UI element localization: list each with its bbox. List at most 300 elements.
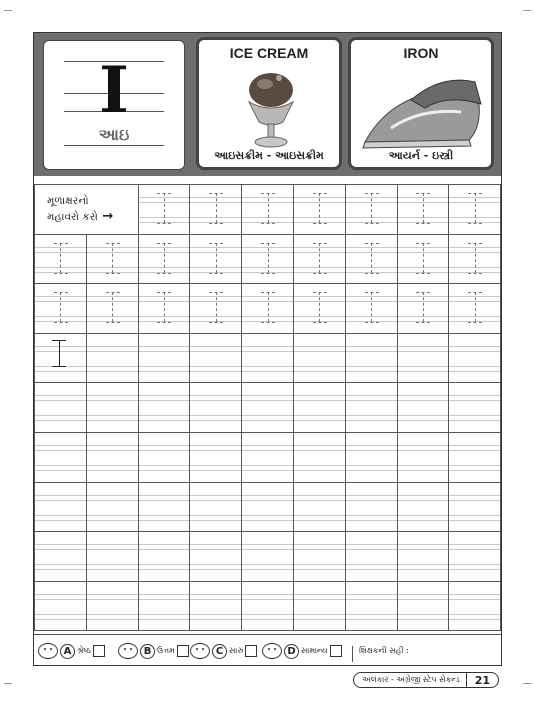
trace-line xyxy=(475,193,476,223)
guide-line xyxy=(190,465,241,466)
practice-cell xyxy=(86,283,139,334)
guide-line xyxy=(87,614,138,615)
guide-line xyxy=(294,450,345,451)
guide-line xyxy=(346,564,397,565)
guide-line xyxy=(398,420,449,421)
footer-pill xyxy=(353,672,499,688)
guide-line xyxy=(294,569,345,570)
guide-line xyxy=(190,400,241,401)
practice-cell xyxy=(293,531,346,582)
grade-a xyxy=(38,642,105,660)
picture-title: IRON xyxy=(403,45,439,61)
guide-line xyxy=(398,619,449,620)
practice-cell xyxy=(293,382,346,433)
guide-line xyxy=(294,366,345,367)
guide-line xyxy=(294,614,345,615)
guide-line xyxy=(190,520,241,521)
practice-cell xyxy=(138,234,191,285)
guide-line xyxy=(242,520,293,521)
practice-cell xyxy=(448,283,501,334)
trace-line xyxy=(157,273,171,274)
guide-line xyxy=(346,366,397,367)
guide-line xyxy=(294,470,345,471)
guide-line xyxy=(35,470,86,471)
guide-line xyxy=(242,569,293,570)
guide-line xyxy=(242,614,293,615)
practice-cell xyxy=(397,482,450,533)
guide-line xyxy=(87,599,138,600)
grade-b xyxy=(118,642,189,660)
trace-line xyxy=(423,292,424,322)
practice-cell xyxy=(448,382,501,433)
guide-line xyxy=(398,445,449,446)
guide-line xyxy=(294,445,345,446)
guide-line xyxy=(398,470,449,471)
instruction-line: મહાવરો કરો → xyxy=(47,209,114,224)
grade-label: ઉત્તમ xyxy=(157,646,175,655)
guide-line xyxy=(449,520,500,521)
practice-cell xyxy=(34,234,87,285)
guide-line xyxy=(294,420,345,421)
iron-icon xyxy=(351,64,494,154)
practice-cell xyxy=(397,432,450,483)
practice-cell xyxy=(241,283,294,334)
practice-cell xyxy=(345,482,398,533)
guide-line xyxy=(35,564,86,565)
guide-line xyxy=(242,366,293,367)
guide-line xyxy=(87,594,138,595)
guide-line xyxy=(139,465,190,466)
guide-line xyxy=(35,371,86,372)
trace-line xyxy=(319,292,320,322)
grade-checkbox[interactable] xyxy=(177,645,189,657)
big-letter: I xyxy=(99,53,129,128)
trace-line xyxy=(60,243,61,273)
guide-line xyxy=(398,371,449,372)
guide-line xyxy=(242,465,293,466)
practice-cell xyxy=(34,482,87,533)
trace-line xyxy=(371,243,372,273)
guide-line xyxy=(35,465,86,466)
model-stroke xyxy=(52,366,66,367)
trace-line xyxy=(209,223,223,224)
guide-line xyxy=(87,366,138,367)
guide-line xyxy=(190,366,241,367)
trace-line xyxy=(475,243,476,273)
practice-cell xyxy=(138,581,191,632)
guide-line xyxy=(346,544,397,545)
guide-line xyxy=(294,495,345,496)
practice-cell xyxy=(34,333,87,384)
guide-line xyxy=(346,569,397,570)
guide-line xyxy=(35,395,86,396)
smiley-icon xyxy=(38,643,58,659)
guide-line xyxy=(87,470,138,471)
practice-cell xyxy=(345,382,398,433)
practice-cell xyxy=(138,531,191,582)
guide-line xyxy=(449,614,500,615)
trace-line xyxy=(216,292,217,322)
guide-line xyxy=(190,544,241,545)
guide-line xyxy=(35,445,86,446)
guide-line xyxy=(190,515,241,516)
practice-cell xyxy=(189,283,242,334)
practice-cell xyxy=(241,333,294,384)
grade-label: શ્રેષ્ઠ xyxy=(77,646,91,655)
practice-cell xyxy=(86,531,139,582)
practice-cell xyxy=(189,333,242,384)
practice-cell xyxy=(86,432,139,483)
practice-cell xyxy=(448,531,501,582)
guide-line xyxy=(35,400,86,401)
guide-line xyxy=(398,351,449,352)
guide-line xyxy=(87,515,138,516)
guide-line xyxy=(242,500,293,501)
trace-line xyxy=(468,322,482,323)
guide-line xyxy=(346,400,397,401)
guide-line xyxy=(87,415,138,416)
model-stroke xyxy=(59,340,60,366)
guide-line xyxy=(449,594,500,595)
grade-checkbox[interactable] xyxy=(245,645,257,657)
grade-footer xyxy=(34,634,501,665)
practice-cell xyxy=(189,382,242,433)
book-title: અલંકાર - અંગ્રેજી સ્ટેપ સેકન્ડ xyxy=(362,675,460,684)
guide-line xyxy=(190,470,241,471)
trace-line xyxy=(365,223,379,224)
guide-line xyxy=(87,371,138,372)
guide-line xyxy=(346,445,397,446)
practice-cell xyxy=(86,482,139,533)
guide-line xyxy=(35,415,86,416)
guide-line xyxy=(242,400,293,401)
guide-line xyxy=(449,515,500,516)
guide-line xyxy=(242,549,293,550)
guide-line xyxy=(346,614,397,615)
grade-c xyxy=(190,642,257,660)
practice-cell xyxy=(448,581,501,632)
guide-line xyxy=(294,346,345,347)
guide-line xyxy=(398,465,449,466)
trace-line xyxy=(112,292,113,322)
guide-line xyxy=(139,495,190,496)
guide-line xyxy=(87,395,138,396)
guide-line xyxy=(190,500,241,501)
practice-cell xyxy=(241,382,294,433)
guide-line xyxy=(87,520,138,521)
guide-line xyxy=(449,371,500,372)
guide-line xyxy=(346,500,397,501)
ice-cream-icon xyxy=(199,64,342,154)
guide-line xyxy=(242,544,293,545)
guide-line xyxy=(139,420,190,421)
trace-line xyxy=(268,243,269,273)
practice-cell xyxy=(241,581,294,632)
guide-line xyxy=(139,450,190,451)
guide-line xyxy=(139,619,190,620)
guide-line xyxy=(139,351,190,352)
practice-cell xyxy=(241,482,294,533)
trace-line xyxy=(416,322,430,323)
guide-line xyxy=(346,549,397,550)
practice-cell xyxy=(448,482,501,533)
trace-line xyxy=(468,223,482,224)
guide-line xyxy=(242,371,293,372)
guide-line xyxy=(139,500,190,501)
practice-cell xyxy=(345,432,398,483)
guide-line xyxy=(242,619,293,620)
letter-card xyxy=(43,40,185,170)
guide-line xyxy=(294,351,345,352)
guide-line xyxy=(190,619,241,620)
practice-cell xyxy=(34,283,87,334)
guide-line xyxy=(87,445,138,446)
trace-line xyxy=(468,273,482,274)
practice-cell xyxy=(397,531,450,582)
guide-line xyxy=(139,470,190,471)
guide-line xyxy=(398,415,449,416)
guide-line xyxy=(346,619,397,620)
guide-line xyxy=(449,599,500,600)
teacher-sign-label: શિક્ષકની સહી : xyxy=(352,646,409,662)
guide-line xyxy=(139,371,190,372)
guide-line xyxy=(139,569,190,570)
practice-cell xyxy=(138,184,191,235)
practice-cell xyxy=(293,482,346,533)
guide-line xyxy=(35,520,86,521)
trace-line xyxy=(209,322,223,323)
guide-line xyxy=(294,500,345,501)
guide-line xyxy=(346,515,397,516)
grade-letter: C xyxy=(212,644,227,659)
guide-line xyxy=(190,549,241,550)
guide-line xyxy=(398,599,449,600)
trace-line xyxy=(365,273,379,274)
guide-line xyxy=(449,564,500,565)
practice-cell xyxy=(345,184,398,235)
practice-cell xyxy=(189,531,242,582)
practice-cell xyxy=(345,283,398,334)
guide-line xyxy=(139,395,190,396)
guide-line xyxy=(242,470,293,471)
guide-line xyxy=(346,450,397,451)
guide-line xyxy=(398,569,449,570)
practice-cell xyxy=(397,382,450,433)
trace-line xyxy=(313,322,327,323)
guide-line xyxy=(398,594,449,595)
crop-mark xyxy=(523,683,531,692)
guide-line xyxy=(398,515,449,516)
guide-line xyxy=(35,614,86,615)
grade-label: સામાન્ય xyxy=(301,646,328,655)
guide-line xyxy=(398,400,449,401)
practice-cell xyxy=(189,234,242,285)
trace-line xyxy=(313,273,327,274)
picture-card-ice-cream xyxy=(196,37,342,170)
guide-line xyxy=(346,371,397,372)
guide-line xyxy=(242,564,293,565)
guide-line xyxy=(449,465,500,466)
practice-cell xyxy=(397,283,450,334)
practice-cell xyxy=(138,382,191,433)
guide-line xyxy=(190,445,241,446)
guide-line xyxy=(398,564,449,565)
practice-cell xyxy=(189,184,242,235)
trace-line xyxy=(216,193,217,223)
guide-line xyxy=(87,351,138,352)
grade-label: સારું xyxy=(229,646,244,655)
guide-line xyxy=(449,450,500,451)
guide-line xyxy=(190,346,241,347)
guide-line xyxy=(242,395,293,396)
instruction-text xyxy=(47,194,113,225)
guide-line xyxy=(242,495,293,496)
practice-cell xyxy=(448,184,501,235)
guide-line xyxy=(190,415,241,416)
guide-line xyxy=(35,450,86,451)
trace-line xyxy=(261,273,275,274)
guide-line xyxy=(87,549,138,550)
practice-cell xyxy=(448,432,501,483)
guide-line xyxy=(242,450,293,451)
grade-checkbox[interactable] xyxy=(93,645,105,657)
guide-line xyxy=(398,614,449,615)
practice-cell xyxy=(293,581,346,632)
page-number: 21 xyxy=(466,673,498,687)
guide-line xyxy=(346,495,397,496)
guide-line xyxy=(139,614,190,615)
practice-cell xyxy=(241,531,294,582)
practice-cell xyxy=(293,283,346,334)
trace-line xyxy=(371,292,372,322)
guide-line xyxy=(346,599,397,600)
guide-line xyxy=(398,549,449,550)
trace-line xyxy=(365,322,379,323)
trace-line xyxy=(268,292,269,322)
grade-d xyxy=(262,642,342,660)
guide-line xyxy=(139,515,190,516)
practice-cell xyxy=(138,333,191,384)
guide-line xyxy=(87,420,138,421)
trace-line xyxy=(106,273,120,274)
guide-line xyxy=(449,395,500,396)
guide-line xyxy=(449,400,500,401)
guide-line xyxy=(449,420,500,421)
guide-line xyxy=(190,420,241,421)
guide-line xyxy=(294,415,345,416)
trace-line xyxy=(157,223,171,224)
guide-line xyxy=(242,415,293,416)
guide-line xyxy=(398,520,449,521)
trace-line xyxy=(423,193,424,223)
practice-cell xyxy=(34,581,87,632)
guide-line xyxy=(398,495,449,496)
guide-line xyxy=(35,569,86,570)
guide-line xyxy=(346,346,397,347)
guide-line xyxy=(35,515,86,516)
practice-cell xyxy=(86,234,139,285)
guide-line xyxy=(139,366,190,367)
guide-line xyxy=(398,500,449,501)
guide-line xyxy=(87,495,138,496)
guide-line xyxy=(87,544,138,545)
guide-line xyxy=(449,549,500,550)
guide-line xyxy=(242,599,293,600)
guide-line xyxy=(190,351,241,352)
guide-line xyxy=(294,594,345,595)
practice-cell xyxy=(397,581,450,632)
trace-line xyxy=(475,292,476,322)
guide-line xyxy=(294,549,345,550)
guide-line xyxy=(242,594,293,595)
practice-cell xyxy=(345,234,398,285)
crop-mark xyxy=(523,10,531,19)
guide-line xyxy=(139,520,190,521)
crop-mark xyxy=(4,683,12,692)
guide-line xyxy=(242,420,293,421)
guide-line xyxy=(190,564,241,565)
guide-line xyxy=(449,619,500,620)
practice-cell xyxy=(34,432,87,483)
guide-line xyxy=(449,495,500,496)
practice-cell xyxy=(138,283,191,334)
guide-line xyxy=(449,366,500,367)
practice-cell xyxy=(293,333,346,384)
trace-line xyxy=(106,322,120,323)
guide-line xyxy=(242,346,293,347)
guide-line xyxy=(190,395,241,396)
guide-line xyxy=(294,465,345,466)
trace-line xyxy=(268,193,269,223)
trace-line xyxy=(54,273,68,274)
guide-line xyxy=(87,564,138,565)
letter-name: આઇ xyxy=(98,125,130,144)
guide-line xyxy=(398,395,449,396)
guide-line xyxy=(398,346,449,347)
guide-line xyxy=(35,549,86,550)
guide-line xyxy=(449,445,500,446)
practice-cell xyxy=(345,333,398,384)
grade-letter: B xyxy=(140,644,155,659)
guide-line xyxy=(87,465,138,466)
guide-line xyxy=(139,564,190,565)
guide-line xyxy=(87,500,138,501)
guide-line xyxy=(398,544,449,545)
guide-line xyxy=(35,594,86,595)
trace-line xyxy=(216,243,217,273)
guide-line xyxy=(87,400,138,401)
guide-line xyxy=(139,400,190,401)
grade-letter: A xyxy=(60,644,75,659)
picture-caption: આયર્ન - ઇસ્ત્રી xyxy=(388,149,454,162)
trace-line xyxy=(60,292,61,322)
guide-line xyxy=(398,366,449,367)
grade-letter: D xyxy=(284,644,299,659)
guide-line xyxy=(35,495,86,496)
practice-cell xyxy=(345,581,398,632)
guide-line xyxy=(139,445,190,446)
guide-line xyxy=(449,470,500,471)
guide-line xyxy=(346,520,397,521)
practice-cell xyxy=(241,184,294,235)
grade-checkbox[interactable] xyxy=(330,645,342,657)
guide-line xyxy=(190,450,241,451)
guide-line xyxy=(294,544,345,545)
trace-line xyxy=(209,273,223,274)
practice-cell xyxy=(345,531,398,582)
guide-line xyxy=(449,544,500,545)
trace-line xyxy=(112,243,113,273)
